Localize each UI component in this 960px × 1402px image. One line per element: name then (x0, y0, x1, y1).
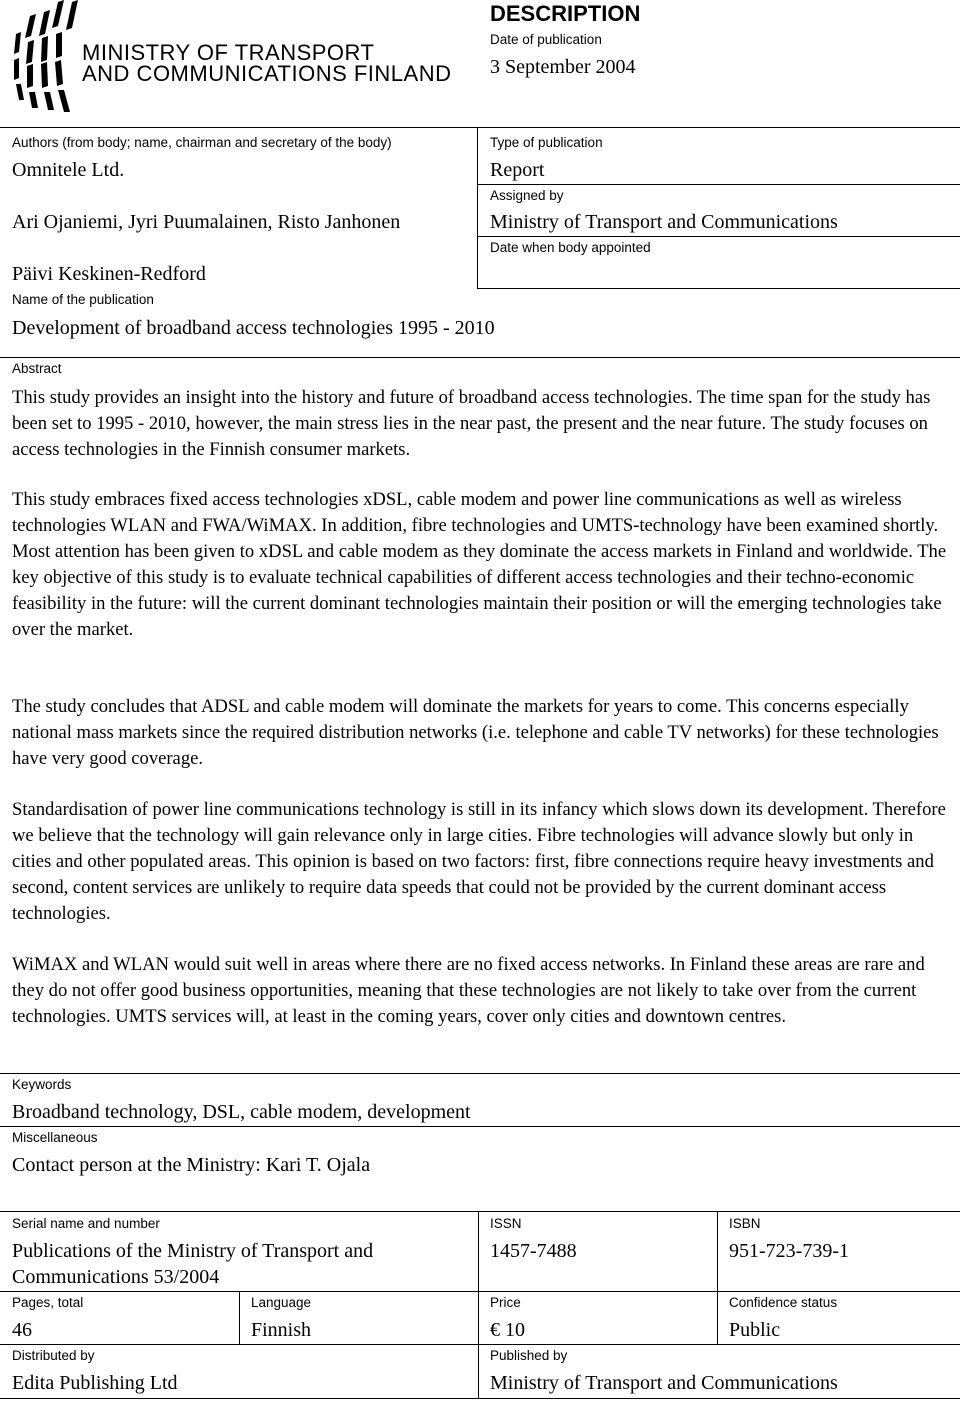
assigned-by-value: Ministry of Transport and Communications (490, 211, 838, 233)
date-appointed-label: Date when body appointed (490, 240, 651, 255)
miscellaneous-value: Contact person at the Ministry: Kari T. Ojala (12, 1154, 371, 1176)
abstract-paragraph-1: This study provides an insight into the history and future of broadband access technologies. The time span for the study has been set to 1995 - 2010, however, the main stress lies in the near past, the present and the near future. The study focuses on access technologies in the Finnish consumer markets. (12, 387, 931, 460)
issn-value: 1457-7488 (490, 1240, 577, 1262)
authors-line-1: Omnitele Ltd. (12, 159, 125, 181)
divider-right-2 (477, 236, 960, 237)
authors-label: Authors (from body; name, chairman and secretary of the body) (12, 135, 392, 150)
publication-name-value: Development of broadband access technologies 1995 - 2010 (12, 317, 495, 339)
isbn-label: ISBN (729, 1216, 761, 1231)
isbn-value: 951-723-739-1 (729, 1240, 849, 1262)
abstract-label: Abstract (12, 361, 62, 376)
price-label: Price (490, 1295, 521, 1310)
divider-misc (0, 1126, 960, 1127)
publication-type-label: Type of publication (490, 135, 603, 150)
distributed-by-value: Edita Publishing Ltd (12, 1372, 178, 1394)
serial-label: Serial name and number (12, 1216, 160, 1231)
divider-abstract-top (0, 357, 960, 358)
divider-keywords (0, 1073, 960, 1074)
abstract-paragraph-3: The study concludes that ADSL and cable modem will dominate the markets for years to come. This concerns especially national mass markets since the required distribution networks (i.e. telephone and cable TV networks) for these technologies have very good coverage. (12, 696, 939, 769)
pages-label: Pages, total (12, 1295, 84, 1310)
authors-line-2: Ari Ojaniemi, Jyri Puumalainen, Risto Janhonen (12, 211, 401, 233)
assigned-by-label: Assigned by (490, 188, 564, 203)
logo-line-2: AND COMMUNICATIONS FINLAND (82, 61, 452, 86)
divider-top-vertical (477, 127, 478, 288)
abstract-paragraph-4: Standardisation of power line communications technology is still in its infancy which slows down its development. Therefore we believe that the technology will gain relevance only in large cities. Fibre technologies will advance slowly but only in cities and other populated areas. This opinion is based on two factors: first, fibre connections require heavy investments and second, content services are unlikely to require data speeds that could not be provided by the current dominant access technologies. (12, 799, 946, 924)
confidence-status-value: Public (729, 1319, 781, 1341)
footer-border-top (0, 1211, 960, 1212)
published-by-label: Published by (490, 1348, 568, 1363)
published-by-value: Ministry of Transport and Communications (490, 1372, 838, 1394)
serial-value-line-2: Communications 53/2004 (12, 1266, 220, 1288)
pages-value: 46 (12, 1319, 32, 1341)
price-value: € 10 (490, 1319, 525, 1341)
document-type-title: DESCRIPTION (490, 1, 641, 26)
ministry-logo-text (82, 42, 452, 84)
keywords-label: Keywords (12, 1077, 72, 1092)
date-of-publication-value: 3 September 2004 (490, 56, 636, 78)
divider-right-3 (477, 288, 960, 289)
miscellaneous-label: Miscellaneous (12, 1130, 98, 1145)
footer-row-divider-1 (0, 1291, 960, 1292)
abstract-paragraph-2: This study embraces fixed access technologies xDSL, cable modem and power line communications as well as wireless technologies WLAN and FWA/WiMAX. In addition, fibre technologies and UMTS-technology have been examined shortly. Most attention has been given to xDSL and cable modem as they dominate the access markets in Finland and worldwide. The key objective of this study is to evaluate technical capabilities of different access technologies and their techno-economic feasibility in the future: will the current dominant technologies maintain their position or will the emerging technologies take over the market. (12, 489, 947, 640)
footer-col-divider-1 (239, 1291, 240, 1344)
divider-top (0, 127, 960, 128)
distributed-by-label: Distributed by (12, 1348, 95, 1363)
serial-value-line-1: Publications of the Ministry of Transport and (12, 1240, 374, 1262)
ministry-emblem-icon (10, 0, 82, 118)
confidence-status-label: Confidence status (729, 1295, 838, 1310)
ministry-logo (10, 0, 480, 118)
language-value: Finnish (251, 1319, 312, 1341)
authors-line-3: Päivi Keskinen-Redford (12, 263, 206, 285)
footer-border-bottom (0, 1398, 960, 1399)
date-of-publication-label: Date of publication (490, 32, 602, 47)
footer-col-divider-2 (478, 1211, 479, 1398)
publication-name-label: Name of the publication (12, 292, 154, 307)
footer-row-divider-2 (0, 1344, 960, 1345)
issn-label: ISSN (490, 1216, 522, 1231)
keywords-value: Broadband technology, DSL, cable modem, development (12, 1101, 471, 1123)
publication-type-value: Report (490, 159, 545, 181)
logo-line-1: MINISTRY OF TRANSPORT (82, 40, 375, 65)
footer-col-divider-3 (717, 1211, 718, 1344)
divider-right-1 (477, 184, 960, 185)
abstract-paragraph-5: WiMAX and WLAN would suit well in areas where there are no fixed access networks. In Finland these areas are rare and they do not offer good business opportunities, meaning that these technologies are not likely to take over from the current technologies. UMTS services will, at least in the coming years, cover only cities and downtown centres. (12, 954, 925, 1027)
language-label: Language (251, 1295, 312, 1310)
